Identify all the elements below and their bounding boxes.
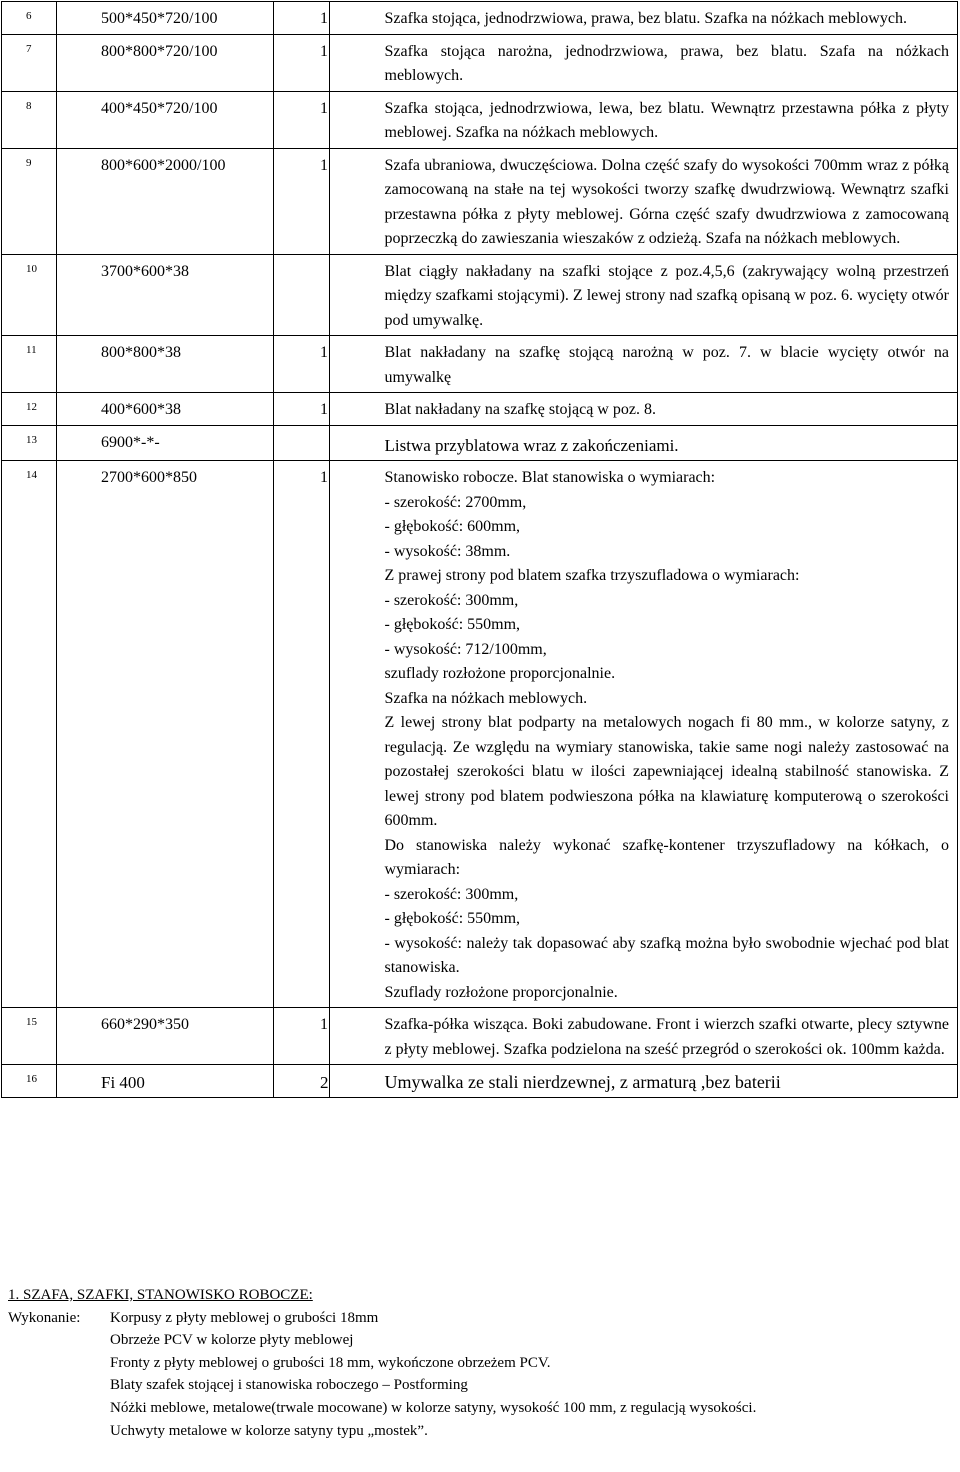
- description-cell: [329, 425, 958, 461]
- description-line: Do stanowiska należy wykonać szafkę-kontener trzyszufladowy na kółkach, o wymiarach:: [384, 836, 949, 878]
- description-cell: [329, 2, 958, 35]
- quantity: [274, 255, 329, 263]
- position-number-cell: [2, 148, 57, 254]
- position-number-cell: [2, 1008, 57, 1065]
- description-line: - szerokość: 300mm,: [384, 591, 519, 609]
- dimensions: 800*600*2000/100: [101, 156, 226, 174]
- position-number: 7: [26, 42, 32, 55]
- quantity: 1: [320, 401, 328, 418]
- dimensions: 400*450*720/100: [101, 99, 218, 117]
- position-number-cell: [2, 1065, 57, 1098]
- description-cell: [329, 393, 958, 426]
- quantity: 1: [320, 344, 328, 361]
- dimensions: 400*600*38: [101, 401, 181, 418]
- dimensions: 660*290*350: [101, 1016, 189, 1033]
- description-line: Szafka stojąca, jednodrzwiowa, lewa, bez blatu. Wewnątrz przestawna półka z płyty meblowej. Szafka na nóżkach meblowych.: [384, 99, 949, 141]
- position-number-cell: [2, 254, 57, 336]
- position-number-cell: [2, 461, 57, 1008]
- table-row: [2, 2, 958, 35]
- dimensions-cell: [57, 1008, 274, 1065]
- dimensions: 800*800*720/100: [101, 42, 218, 60]
- description-cell: [329, 34, 958, 91]
- table-row: [2, 91, 958, 148]
- position-number-cell: [2, 2, 57, 35]
- description-line: Szafka-półka wisząca. Boki zabudowane. Front i wierzch szafki otwarte, plecy sztywne z płyty meblowej. Szafka podzielona na sześć przegród o szerokości ok. 100mm każda.: [384, 1016, 949, 1058]
- description-line: Blat ciągły nakładany na szafki stojące z poz.4,5,6 (zakrywający wolną przestrzeń między szafkami stojącymi). Z lewej strony nad szafką opisaną w poz. 6. wycięty otwór pod umywalkę.: [384, 262, 949, 329]
- description-line: - wysokość: 712/100mm,: [384, 640, 547, 658]
- description-line: - szerokość: 2700mm,: [384, 493, 527, 511]
- table-row: [2, 1008, 958, 1065]
- position-number-cell: [2, 393, 57, 426]
- quantity-cell: [274, 1065, 330, 1098]
- description-cell: [329, 336, 958, 393]
- description-line: Listwa przyblatowa wraz z zakończeniami.: [384, 435, 679, 455]
- quantity: [274, 426, 329, 434]
- quantity-cell: [274, 1008, 330, 1065]
- quantity-cell: [274, 425, 330, 461]
- quantity-cell: [274, 91, 330, 148]
- dimensions-cell: [57, 254, 274, 336]
- position-number: 12: [26, 401, 37, 413]
- dimensions-cell: [57, 336, 274, 393]
- description-line: Blat nakładany na szafkę stojącą narożną w poz. 7. w blacie wycięty otwór na umywalkę: [384, 344, 949, 386]
- description-line: Z lewej strony blat podparty na metalowych nogach fi 80 mm., w kolorze satyny, z regulacją. Ze względu na wymiary stanowiska, takie same nogi należy zastosować na pozostałej szerokości blatu w ilości zapewniającej idealną stabilność stanowiska. Z lewej strony pod blatem podwieszona półka na klawiaturę komputerową o szerokości 600mm.: [384, 714, 949, 829]
- description-line: Stanowisko robocze. Blat stanowiska o wymiarach:: [384, 469, 716, 486]
- quantity-cell: [274, 393, 330, 426]
- description-line: - wysokość: 38mm.: [384, 542, 511, 560]
- description-cell: [329, 1065, 958, 1098]
- dimensions-cell: [57, 1065, 274, 1098]
- description-line: - głębokość: 550mm,: [384, 910, 521, 927]
- description-cell: [329, 1008, 958, 1065]
- description-line: - wysokość: należy tak dopasować aby szafką można było swobodnie wjechać pod blat stanowiska.: [384, 934, 949, 976]
- dimensions-cell: [57, 34, 274, 91]
- description-line: szuflady rozłożone proporcjonalnie.: [384, 665, 616, 682]
- quantity-cell: [274, 336, 330, 393]
- position-number: 15: [26, 1016, 37, 1028]
- position-number-cell: [2, 91, 57, 148]
- dimensions: 6900*-*-: [101, 433, 160, 451]
- description-cell: [329, 91, 958, 148]
- quantity: 2: [320, 1073, 329, 1092]
- dimensions: 2700*600*850: [101, 469, 197, 486]
- table-row: [2, 148, 958, 254]
- table-row: [2, 1065, 958, 1098]
- dimensions: 500*450*720/100: [101, 10, 218, 27]
- position-number: 14: [26, 469, 37, 481]
- position-number-cell: [2, 34, 57, 91]
- execution-line: Fronty z płyty meblowej o grubości 18 mm, wykończone obrzeżem PCV.: [110, 1354, 551, 1371]
- dimensions-cell: [57, 2, 274, 35]
- description-line: Umywalka ze stali nierdzewnej, z armaturą ,bez baterii: [384, 1072, 781, 1092]
- description-cell: [329, 148, 958, 254]
- execution-label: Wykonanie:: [8, 1309, 81, 1326]
- dimensions: 3700*600*38: [101, 262, 189, 280]
- position-number-cell: [2, 425, 57, 461]
- quantity: 1: [320, 42, 328, 60]
- quantity-cell: [274, 2, 330, 35]
- execution-line: Blaty szafek stojącej i stanowiska roboczego – Postforming: [110, 1377, 468, 1394]
- table-row: [2, 254, 958, 336]
- execution-line: Obrzeże PCV w kolorze płyty meblowej: [110, 1332, 354, 1349]
- execution-line: Korpusy z płyty meblowej o grubości 18mm: [110, 1309, 379, 1326]
- dimensions-cell: [57, 393, 274, 426]
- table-row: [2, 393, 958, 426]
- dimensions-cell: [57, 425, 274, 461]
- table-row: [2, 34, 958, 91]
- dimensions: Fi 400: [101, 1073, 145, 1092]
- dimensions-cell: [57, 91, 274, 148]
- execution-line: Nóżki meblowe, metalowe(trwale mocowane) w kolorze satyny, wysokość 100 mm, z regulacją wysokości.: [110, 1399, 757, 1416]
- description-line: Szafa ubraniowa, dwuczęściowa. Dolna część szafy do wysokości 700mm wraz z półką zamocowaną na stałe na tej wysokości tworzy szafkę dwudrzwiową. Wewnątrz szafki przestawna półka z płyty meblowej. Górna część szafy dwudrzwiowa z zamocowaną poprzeczką do zawieszania wieszaków z odzieżą. Szafa na nóżkach meblowych.: [384, 156, 949, 247]
- execution-line: Uchwyty metalowe w kolorze satyny typu „mostek”.: [110, 1422, 428, 1439]
- description-line: Szafka na nóżkach meblowych.: [384, 689, 588, 707]
- execution-notes: [8, 1284, 952, 1442]
- quantity: 1: [320, 1016, 328, 1033]
- description-cell: [329, 254, 958, 336]
- position-number: 10: [26, 262, 37, 275]
- quantity: 1: [320, 469, 328, 486]
- specification-table: [1, 1, 958, 1098]
- table-row: [2, 461, 958, 1008]
- quantity-cell: [274, 148, 330, 254]
- quantity-cell: [274, 254, 330, 336]
- position-number: 6: [26, 10, 32, 22]
- description-line: Szafka stojąca narożna, jednodrzwiowa, prawa, bez blatu. Szafa na nóżkach meblowych.: [384, 42, 949, 84]
- position-number-cell: [2, 336, 57, 393]
- description-cell: [329, 461, 958, 1008]
- description-line: Szafka stojąca, jednodrzwiowa, prawa, bez blatu. Szafka na nóżkach meblowych.: [384, 10, 907, 27]
- description-line: Z prawej strony pod blatem szafka trzyszufladowa o wymiarach:: [384, 567, 800, 584]
- description-line: Blat nakładany na szafkę stojącą w poz. 8.: [384, 401, 656, 418]
- position-number: 8: [26, 99, 32, 112]
- section-heading: 1. SZAFA, SZAFKI, STANOWISKO ROBOCZE:: [8, 1287, 313, 1303]
- quantity: 1: [320, 10, 328, 27]
- position-number: 11: [26, 344, 37, 356]
- execution-first-line: [8, 1307, 952, 1330]
- quantity: 1: [320, 99, 328, 117]
- description-line: Szuflady rozłożone proporcjonalnie.: [384, 983, 618, 1001]
- description-line: - szerokość: 300mm,: [384, 885, 519, 903]
- quantity: 1: [320, 156, 328, 174]
- description-line: - głębokość: 550mm,: [384, 616, 521, 633]
- quantity-cell: [274, 461, 330, 1008]
- dimensions: 800*800*38: [101, 344, 181, 361]
- position-number: 9: [26, 156, 32, 169]
- dimensions-cell: [57, 461, 274, 1008]
- position-number: 16: [26, 1073, 37, 1085]
- description-line: - głębokość: 600mm,: [384, 518, 521, 535]
- dimensions-cell: [57, 148, 274, 254]
- position-number: 13: [26, 433, 37, 446]
- table-row: [2, 336, 958, 393]
- quantity-cell: [274, 34, 330, 91]
- table-row: [2, 425, 958, 461]
